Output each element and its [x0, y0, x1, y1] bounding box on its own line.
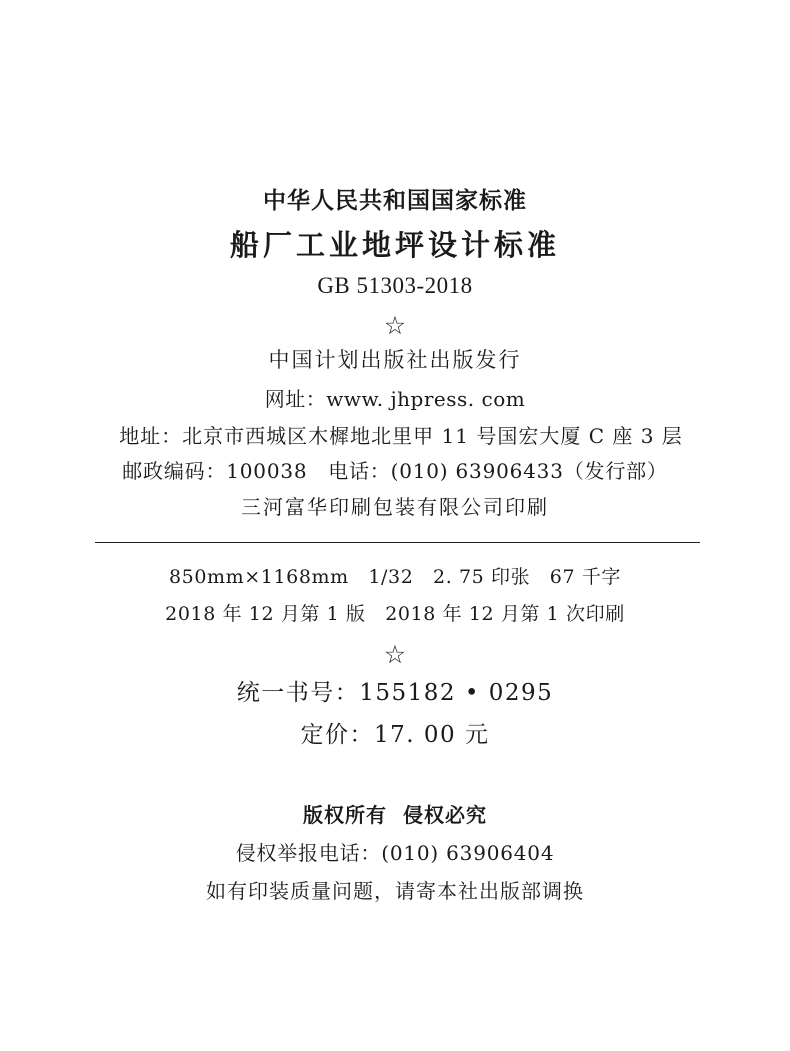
copyright-notice — [0, 805, 790, 825]
website: 网址：www. jhpress. com — [264, 387, 526, 411]
report-phone: 侵权举报电话：(010) 63906404 — [235, 841, 555, 865]
printer: 三河富华印刷包装有限公司印刷 — [241, 495, 549, 519]
quality-notice: 如有印装质量问题，请寄本社出版部调换 — [206, 879, 584, 903]
divider — [95, 542, 700, 543]
book-format: 850mm×1168mm 1/32 2. 75 印张 67 千字 — [168, 566, 622, 588]
book-title: 船厂工业地坪设计标准 — [229, 228, 560, 262]
star-icon: ☆ — [383, 311, 407, 340]
publisher: 中国计划出版社出版发行 — [268, 348, 522, 372]
price: 定价：17. 00 元 — [300, 722, 490, 748]
star-icon: ☆ — [383, 640, 407, 669]
address: 地址：北京市西城区木樨地北里甲 11 号国宏大厦 C 座 3 层 — [119, 424, 683, 448]
postcode-phone: 邮政编码：100038 电话：(010) 63906433（发行部） — [122, 459, 668, 483]
edition-info: 2018 年 12 月第 1 版 2018 年 12 月第 1 次印刷 — [165, 603, 625, 625]
infringement-text: 侵权必究 — [403, 803, 487, 827]
standard-number: GB 51303-2018 — [317, 273, 473, 298]
unified-book-number: 统一书号：155182 • 0295 — [236, 680, 554, 706]
copyright-text: 版权所有 — [303, 803, 387, 827]
standard-type: 中华人民共和国国家标准 — [263, 188, 527, 214]
